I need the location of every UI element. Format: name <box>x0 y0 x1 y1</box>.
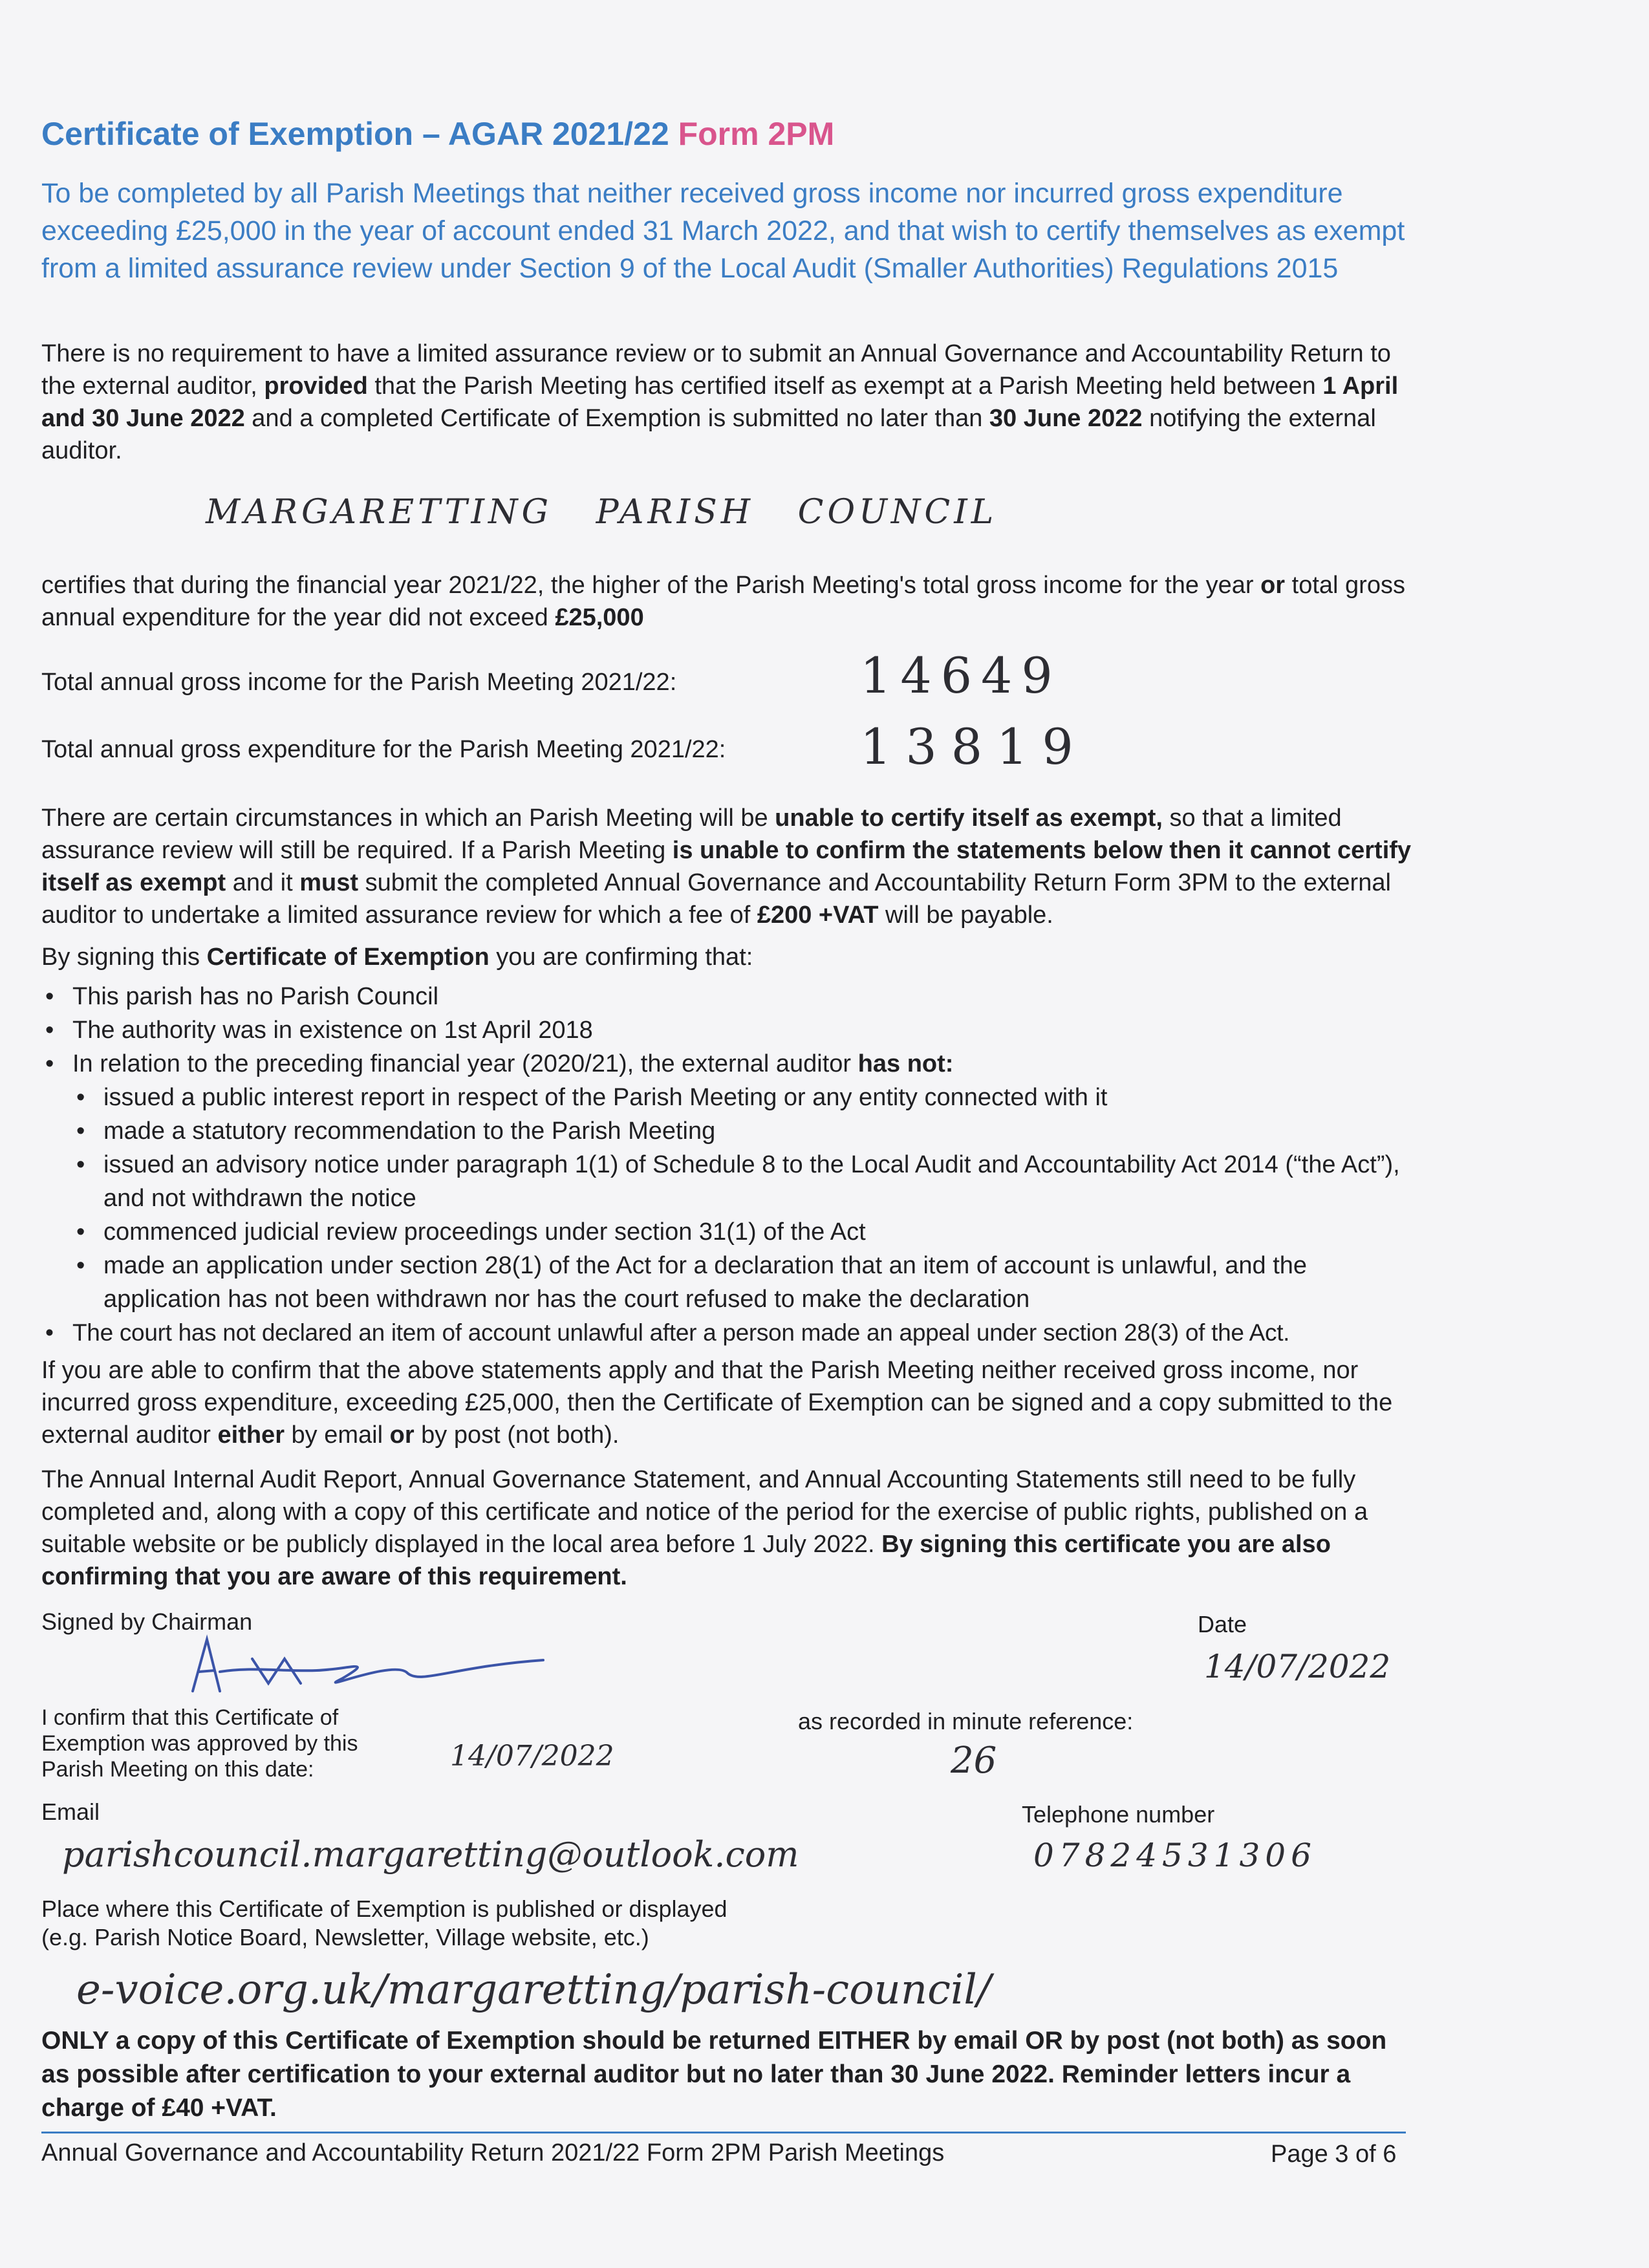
able-paragraph <box>41 1354 1412 1451</box>
signing-text-1: By signing this <box>41 944 200 971</box>
place-field[interactable]: e-voice.org.uk/margaretting/parish-council/ <box>76 1966 991 2014</box>
circ-text-3: and it <box>232 869 293 896</box>
form-label: Form 2PM <box>678 116 835 152</box>
circ-text-4: submit the completed Annual Governance and Accountability Return Form 3PM to the external auditor to undertake a limited assurance review for which a fee of <box>41 869 1391 929</box>
able-text-1: If you are able to confirm that the above statements apply and that the Parish Meeting neither received gross income, nor incurred gross expenditure, exceeding £25,000, then the Certificate of Exemption can be signed and a copy submitted to the external auditor <box>41 1357 1393 1449</box>
able-text-2: by email <box>291 1421 383 1449</box>
certifies-bold-1: or <box>1260 572 1286 599</box>
place-hint: (e.g. Parish Notice Board, Newsletter, Village website, etc.) <box>41 1924 649 1950</box>
requirement-text-3: and a completed Certificate of Exemption is submitted no later than <box>252 405 983 432</box>
page-number: Page 3 of 6 <box>1271 2141 1397 2168</box>
chairman-signature[interactable] <box>181 1633 556 1704</box>
minute-field[interactable]: 26 <box>951 1740 997 1782</box>
sub-list-item: • issued a public interest report in respect of the Parish Meeting or any entity connected with it <box>72 1081 1419 1114</box>
email-label: Email <box>41 1798 100 1825</box>
email-field[interactable]: parishcouncil.margaretting@outlook.com <box>62 1834 799 1875</box>
certifies-text-2: total gross annual expenditure for the year did not exceed <box>41 572 1405 631</box>
expenditure-field[interactable]: 13819 <box>860 718 1088 775</box>
circ-text-2: so that a limited assurance review will still be required. If a Parish Meeting <box>41 805 1342 864</box>
annual-paragraph <box>41 1463 1412 1593</box>
minute-label: as recorded in minute reference: <box>798 1708 1134 1734</box>
annual-bold-1: By signing this certificate you are also confirming that you are aware of this requirement. <box>41 1531 1331 1590</box>
list-item: • The court has not declared an item of account unlawful after a person made an appeal under section 28(3) of the Act. <box>41 1316 1419 1350</box>
footer-title: Annual Governance and Accountability Return 2021/22 Form 2PM Parish Meetings <box>41 2139 945 2166</box>
approved-label: I confirm that this Certificate of Exemption was approved by this Parish Meeting on this date: <box>41 1705 358 1782</box>
place-label: Place where this Certificate of Exemption is published or displayed <box>41 1895 727 1922</box>
date-field[interactable]: 14/07/2022 <box>1204 1648 1391 1685</box>
requirement-bold-3: 30 June 2022 <box>989 405 1143 432</box>
title-text: Certificate of Exemption – AGAR 2021/22 <box>41 116 669 152</box>
certifies-paragraph <box>41 569 1412 634</box>
signed-by-label: Signed by Chairman <box>41 1608 253 1635</box>
income-field[interactable]: 14649 <box>860 647 1062 704</box>
circ-bold-3: must <box>299 869 359 896</box>
confirmation-list <box>41 980 1419 1350</box>
expenditure-label: Total annual gross expenditure for the Parish Meeting 2021/22: <box>41 736 726 763</box>
requirement-text-2: that the Parish Meeting has certified itself as exempt at a Parish Meeting held between <box>374 373 1316 400</box>
requirement-text-1: There is no requirement to have a limited assurance review or to submit an Annual Governance and Accountability Return to the external auditor, <box>41 340 1391 400</box>
annual-text-1: The Annual Internal Audit Report, Annual Governance Statement, and Annual Accounting Statements still need to be fully completed and, along with a copy of this certificate and notice of the period for the exercise of public rights, published on a suitable website or be publicly displayed in the local area before 1 July 2022. <box>41 1466 1368 1558</box>
signing-paragraph <box>41 941 1412 973</box>
circ-bold-4: £200 +VAT <box>757 902 879 929</box>
list-item-bold: has not: <box>857 1050 954 1077</box>
circ-text-5: will be payable. <box>885 902 1053 929</box>
able-bold-1: either <box>217 1421 285 1449</box>
sub-list-item: • made a statutory recommendation to the Parish Meeting <box>72 1114 1419 1148</box>
signing-text-2: you are confirming that: <box>496 944 753 971</box>
list-item <box>41 1047 1419 1081</box>
phone-label: Telephone number <box>1022 1801 1215 1828</box>
list-item: • The authority was in existence on 1st April 2018 <box>41 1013 1419 1047</box>
income-label: Total annual gross income for the Parish Meeting 2021/22: <box>41 669 677 696</box>
sub-list-item: • issued an advisory notice under paragraph 1(1) of Schedule 8 to the Local Audit and Accountability Act 2014 (“the Act”), and not withdrawn the notice <box>72 1148 1419 1215</box>
signing-bold-1: Certificate of Exemption <box>206 944 490 971</box>
page-title <box>41 115 834 153</box>
requirement-paragraph <box>41 338 1412 467</box>
able-bold-2: or <box>389 1421 415 1449</box>
circ-bold-2: is unable to confirm the statements below then it cannot certify itself as exempt <box>41 837 1412 896</box>
sub-list-item: • commenced judicial review proceedings under section 31(1) of the Act <box>72 1215 1419 1249</box>
sub-list-item: • made an application under section 28(1) of the Act for a declaration that an item of account is unlawful, and the application has not been withdrawn nor has the court refused to make the declaration <box>72 1249 1419 1316</box>
intro-text: To be completed by all Parish Meetings that neither received gross income nor incurred gross expenditure exceeding £25,000 in the year of account ended 31 March 2022, and that wish to certify themselves as exempt from a limited assurance review under Section 9 of the Local Audit (Smaller Authorities) Regulations 2015 <box>41 178 1405 284</box>
requirement-bold-2: 1 April and 30 June 2022 <box>41 373 1399 432</box>
requirement-text-4: notifying the external auditor. <box>41 405 1376 464</box>
certifies-text-1: certifies that during the financial year 2021/22, the higher of the Parish Meeting's total gross income for the year <box>41 572 1254 599</box>
footer-divider <box>41 2132 1406 2133</box>
list-item: • This parish has no Parish Council <box>41 980 1419 1013</box>
able-text-3: by post (not both). <box>421 1421 620 1449</box>
final-notice: ONLY a copy of this Certificate of Exemption should be returned EITHER by email OR by post (not both) as soon as possible after certification to your external auditor but no later than 30 June 2022. Reminder letters incur a charge of £40 +VAT. <box>41 2027 1387 2122</box>
authority-name-field[interactable]: MARGARETTING PARISH COUNCIL <box>206 493 998 532</box>
phone-field[interactable]: 07824531306 <box>1033 1837 1317 1874</box>
approved-date-field[interactable]: 14/07/2022 <box>450 1740 614 1773</box>
circ-text-1: There are certain circumstances in which an Parish Meeting will be <box>41 805 768 832</box>
circumstances-paragraph <box>41 802 1412 931</box>
list-item-text: In relation to the preceding financial year (2020/21), the external auditor <box>72 1050 852 1077</box>
certifies-bold-2: £25,000 <box>555 604 644 631</box>
requirement-bold-1: provided <box>264 373 368 400</box>
date-label: Date <box>1198 1611 1247 1637</box>
circ-bold-1: unable to certify itself as exempt, <box>775 805 1163 832</box>
